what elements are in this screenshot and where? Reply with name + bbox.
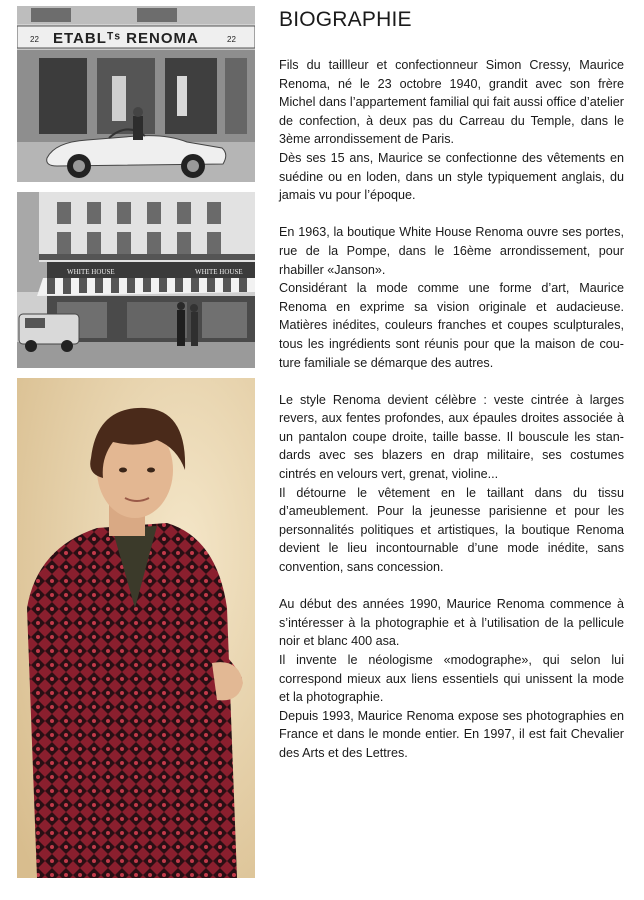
store-number-right: 22 [227,35,236,44]
biography-paragraph: Fils du taillleur et confectionneur Simon Cressy, Maurice Renoma, né le 23 octobre 1940, grandit avec son frère Michel dans l’appartement familial qui fait aussi office d’atelier de confection, à deux pas du Carreau du Temple, dans le 3ème arrondissement de Paris. [279,58,624,147]
white-house-boutique-photo [17,192,255,368]
portrait-photo [17,378,255,878]
awning-sign-right: WHITE HOUSE [195,268,243,276]
store-sign: ETABLᵀˢ RENOMA [53,30,199,47]
biography-text [279,56,624,763]
store-number-left: 22 [30,35,39,44]
page-title: BIOGRAPHIE [279,8,412,31]
biography-paragraph: Considérant la mode comme une forme d’art, Maurice Renoma en exprime sa vision originale et audacieuse. Matières inédites, couleurs franches et coupes sculpturales, tous les ingrédients sont réunis pour que la maison de couture familiale se démarque des autres. [279,281,624,370]
paragraph-spacer [279,372,624,391]
biography-paragraph: En 1963, la boutique White House Renoma ouvre ses portes, rue de la Pompe, dans le 16ème arrondissement, pour rhabiller «Janson». [279,225,624,277]
biography-paragraph: Le style Renoma devient célèbre : veste cintrée à larges revers, aux fentes profondes, aux épaules droites associée à un pantalon coupe droite, taille basse. Il bouscule les standards avec ses blazers en drap militaire, ses costumes cintrés en velours vert, grenat, violine... [279,392,624,482]
biography-paragraph: Il invente le néologisme «modographe», qui selon lui correspond mieux aux liens essentiels qui unissent la mode et la photographie. [279,653,624,705]
paragraph-spacer [279,577,624,596]
paragraph-spacer [279,205,624,224]
biography-paragraph: Au début des années 1990, Maurice Renoma commence à s’intéresser à la photographie et à l’utilisation de la pellicule noir et blanc 400 asa. [279,597,624,649]
awning-sign-left: WHITE HOUSE [67,268,115,276]
biography-paragraph: Depuis 1993, Maurice Renoma expose ses photographies en France et dans le monde entier. En 1997, il est fait Chevalier des Arts et des Lettres. [279,708,624,760]
storefront-car-photo [17,6,255,182]
biography-paragraph: Il détourne le vêtement en le taillant dans du tissu d’ameublement. Pour la jeunesse parisienne et pour les personnalités politiques et artistiques, la boutique Renoma devient le lieu incontournable d’une mode inédite, sans convention, sans concession. [279,485,624,575]
biography-paragraph: Dès ses 15 ans, Maurice se confectionne des vêtements en suédine ou en loden, dans un style typiquement anglais, du jamais vu pour l’époque. [279,150,624,203]
